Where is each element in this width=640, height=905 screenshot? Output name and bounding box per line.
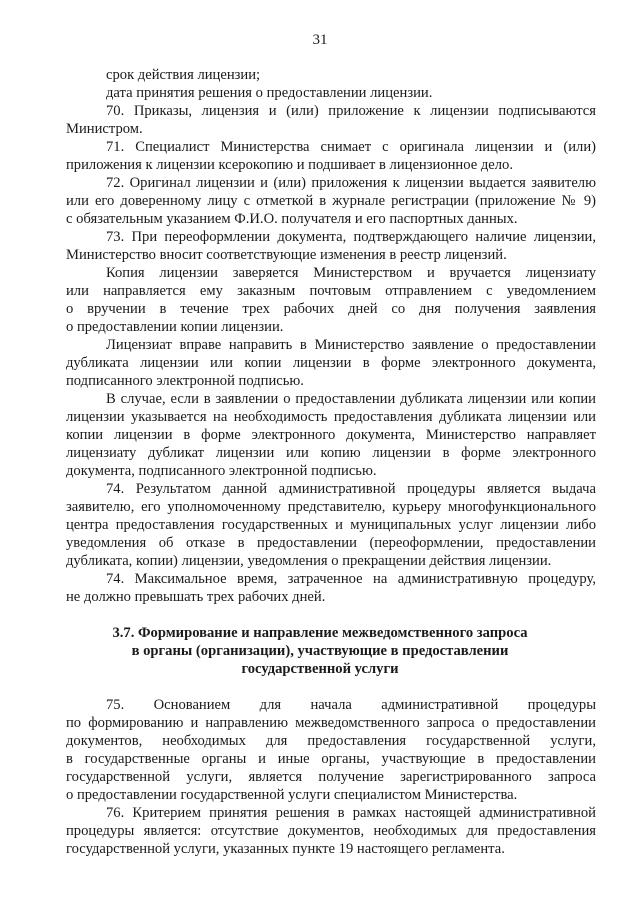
text-line: документа, подписанного электронной подписью. <box>66 463 377 479</box>
text-line: о вручении в течение трех рабочих дней со дня получения заявления <box>66 301 596 317</box>
section-heading-line: государственной услуги <box>241 661 399 677</box>
text-line: с обязательным указанием Ф.И.О. получателя и его паспортных данных. <box>66 211 518 227</box>
text-line: дубликата лицензии или копии лицензии в форме электронного документа, <box>66 355 596 371</box>
text-line: о предоставлении государственной услуги специалистом Министерства. <box>66 787 518 803</box>
text-line: дата принятия решения о предоставлении лицензии. <box>106 85 433 101</box>
text-line: лицензиату дубликат лицензии или копию лицензии в форме электронного <box>66 445 596 461</box>
section-heading-line: в органы (организации), участвующие в предоставлении <box>131 643 509 659</box>
text-line: 73. При переоформлении документа, подтверждающего наличие лицензии, <box>106 229 596 245</box>
text-line: копии лицензии в форме электронного документа, Министерство направляет <box>66 427 596 443</box>
text-line: по формированию и направлению межведомственного запроса о предоставлении <box>66 715 596 731</box>
text-line: процедуры является: отсутствие документов, необходимых для предоставления <box>66 823 596 839</box>
text-line: центра предоставления государственных и муниципальных услуг лицензии либо <box>66 517 596 533</box>
text-line: или направляется ему заказным почтовым отправлением с уведомлением <box>66 283 596 299</box>
text-line: Министерство вносит соответствующие изменения в реестр лицензий. <box>66 247 507 263</box>
text-line: подписанного электронной подписью. <box>66 373 304 389</box>
text-line: государственной услуги, является получение зарегистрированного запроса <box>66 769 596 785</box>
text-line: Лицензиат вправе направить в Министерство заявление о предоставлении <box>106 337 596 353</box>
text-line: не должно превышать трех рабочих дней. <box>66 589 326 605</box>
text-line: 74. Максимальное время, затраченное на административную процедуру, <box>106 571 596 587</box>
page-number: 31 <box>312 32 328 48</box>
text-line: в государственные органы и иные органы, участвующие в предоставлении <box>66 751 596 767</box>
text-line: или его доверенному лицу с отметкой в журнале регистрации (приложение № 9) <box>66 193 596 209</box>
text-line: уведомления об отказе в предоставлении (переоформлении, предоставлении <box>66 535 596 551</box>
text-line: 70. Приказы, лицензия и (или) приложение к лицензии подписываются <box>106 103 596 119</box>
text-line: срок действия лицензии; <box>106 67 261 83</box>
text-line: лицензии указывается на необходимость предоставления дубликата лицензии или <box>66 409 596 425</box>
text-line: заявителю, его уполномоченному представителю, курьеру многофункционального <box>66 499 596 515</box>
text-line: о предоставлении копии лицензии. <box>66 319 284 335</box>
text-line: 74. Результатом данной административной процедуры является выдача <box>106 481 596 497</box>
section-heading-line: 3.7. Формирование и направление межведомственного запроса <box>112 625 528 641</box>
text-line: документов, необходимых для предоставления государственной услуги, <box>66 733 596 749</box>
text-line: приложения к лицензии ксерокопию и подшивает в лицензионное дело. <box>66 157 513 173</box>
text-line: дубликата, копии) лицензии, уведомления о прекращении действия лицензии. <box>66 553 552 569</box>
text-line: 75. Основанием для начала административной процедуры <box>106 697 596 713</box>
text-line: 76. Критерием принятия решения в рамках настоящей административной <box>106 805 596 821</box>
text-line: Копия лицензии заверяется Министерством и вручается лицензиату <box>106 265 596 281</box>
text-line: государственной услуги, указанных пункте 19 настоящего регламента. <box>66 841 505 857</box>
text-line: 71. Специалист Министерства снимает с оригинала лицензии и (или) <box>106 139 596 155</box>
text-line: 72. Оригинал лицензии и (или) приложения к лицензии выдается заявителю <box>106 175 596 191</box>
text-line: В случае, если в заявлении о предоставлении дубликата лицензии или копии <box>106 391 596 407</box>
text-line: Министром. <box>66 121 143 137</box>
